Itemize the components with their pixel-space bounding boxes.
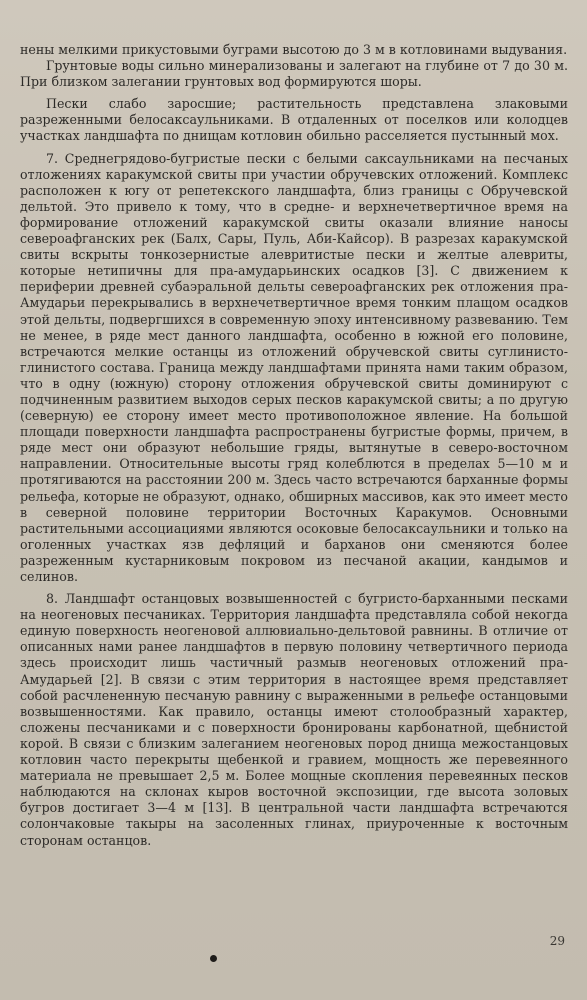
paragraph-landscape-8: 8. Ландшафт останцовых возвышенностей с бугристо-барханными песками на неогеновых песчаниках. Территория ландшафта представляла собой некогда единую поверхность неогеновой аллювиально-дельтовой равнины. В отличие от описанных нами ранее ландшафтов в первую половину четвертичного периода здесь происходит лишь частичный размыв неогеновых отложений пра-Амударьей [2]. В связи с этим территория в настоящее время представляет собой расчлененную песчаную равнину с выраженными в рельефе останцовыми возвышенностями. Как правило, останцы имеют столообразный характер, сложены песчаниками и с поверхности бронированы карбонатной, щебнистой корой. В связи с близким залеганием неогеновых пород днища межостанцовых котловин часто перекрыты щебенкой и гравием, мощность же перевеянного материала не превышает 2,5 м. Более мощные скопления перевеянных песков наблюдаются на склонах кыров восточной экспозиции, где высота золовых бугров достигает 3—4 м [13]. В центральной части ландшафта встречаются солончаковые такыры на засоленных глинах, приуроченные к восточным сторонам останцов. (20, 591, 568, 848)
page-number: 29 (549, 934, 565, 948)
ink-dot (210, 955, 217, 962)
paragraph-groundwater: Грунтовые воды сильно минерализованы и залегают на глубине от 7 до 30 м. При близком залегании грунтовых вод формируются шоры. (20, 58, 568, 90)
paragraph-continuation: нены мелкими прикустовыми буграми высотою до 3 м в котловинами выдувания. (20, 42, 568, 57)
paragraph-vegetation: Пески слабо заросшие; растительность представлена злаковыми разреженными белосаксаульниками. В отдаленных от поселков или колодцев участках ландшафта по днищам котловин обильно расселяется пустынный мох. (20, 96, 568, 144)
paragraph-landscape-7: 7. Среднегрядово-бугристые пески с белыми саксаульниками на песчаных отложениях каракумской свиты при участии обручевских отложений. Комплекс расположен к югу от репетекского ландшафта, близ границы с Обручевской дельтой. Это привело к тому, что в средне- и верхнечетвертичное время на формирование отложений каракумской свиты оказали влияние наносы североафганских рек (Балх, Сары, Пуль, Аби-Кайсор). В разрезах каракумской свиты вскрыты тонкозернистые алевритистые пески и желтые алевриты, которые нетипичны для пра-амударьинских осадков [3]. С движением к периферии древней субаэральной дельты североафганских рек отложения пра-Амударьи перекрывались в верхнечетвертичное время тонким плащом осадков этой дельты, подвергшихся в современную эпоху интенсивному развеванию. Тем не менее, в ряде мест данного ландшафта, особенно в южной его половине, встречаются мелкие останцы из отложений обручевской свиты суглинисто-глинистого состава. Граница между ландшафтами принята нами таким образом, что в одну (южную) сторону отложения обручевской свиты доминируют с подчиненным развитием выходов серых песков каракумской свиты; а по другую (северную) ее сторону имеет место противоположное явление. На большой площади поверхности ландшафта распространены бугристые формы, причем, в ряде мест они образуют небольшие гряды, вытянутые в северо-восточном направлении. Относительные высоты гряд колеблются в пределах 5—10 м и протягиваются на расстоянии 200 м. Здесь часто встречаются барханные формы рельефа, которые не образуют, однако, обширных массивов, как это имеет место в северной половине территории Восточных Каракумов. Основными растительными ассоциациями являются осоковые белосаксаульники и только на оголенных участках язв дефляций и барханов они сменяются более разреженным кустарниковым покровом из песчаной акации, кандымов и селинов. (20, 150, 568, 584)
body-text (20, 42, 568, 849)
